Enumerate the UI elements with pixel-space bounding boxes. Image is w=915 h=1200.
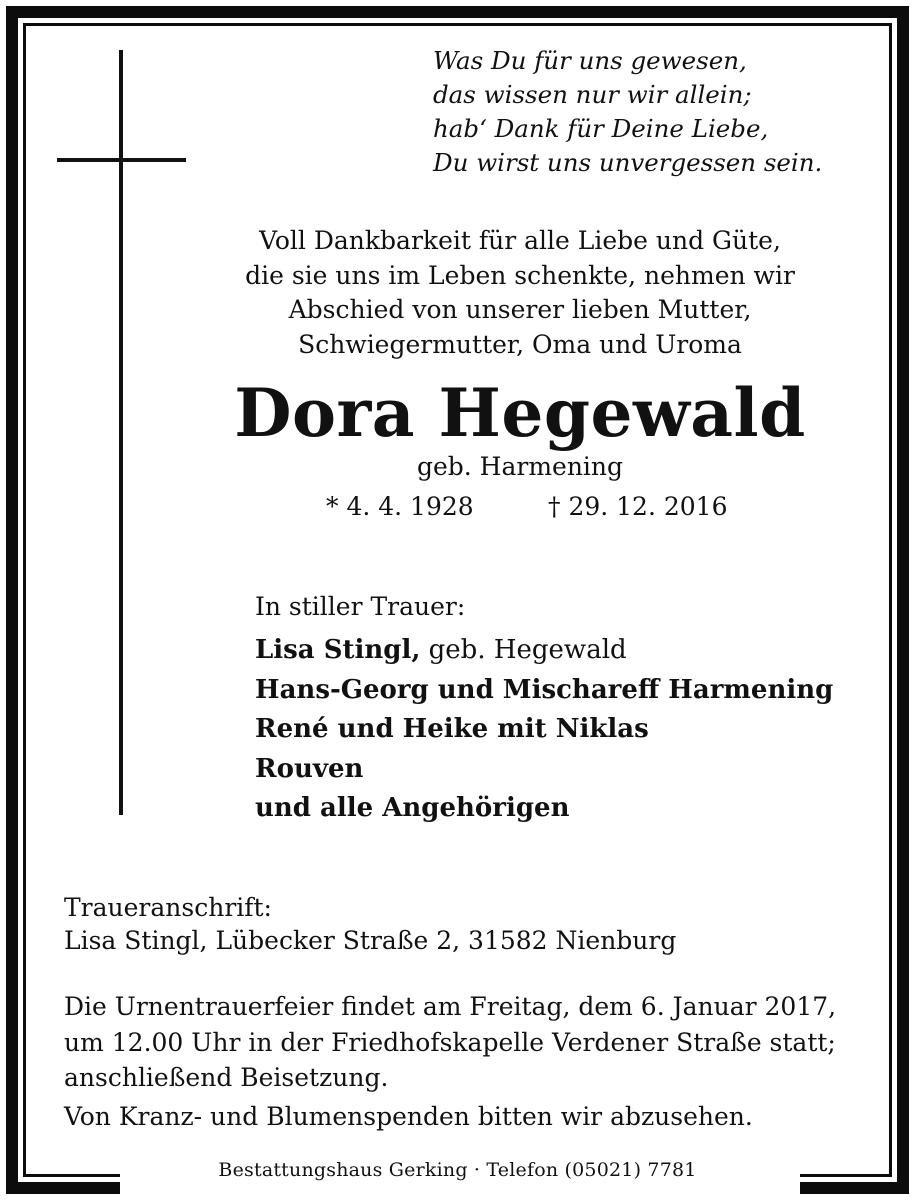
mourning-address: [64, 891, 676, 957]
cross-icon-bar: [57, 158, 186, 162]
mourner-line: [255, 631, 833, 671]
poem: [433, 44, 822, 180]
service-line: um 12.00 Uhr in der Friedhofskapelle Verdener Straße statt;: [64, 1027, 836, 1057]
poem-line: hab‘ Dank für Deine Liebe,: [433, 114, 769, 143]
intro-line: Abschied von unserer lieben Mutter,: [288, 295, 752, 324]
death-date: † 29. 12. 2016: [548, 492, 728, 521]
service-line: Die Urnentrauerfeier findet am Freitag, dem 6. Januar 2017,: [64, 992, 837, 1021]
mourner-name: Lisa Stingl,: [255, 635, 421, 665]
cross-icon: [119, 50, 123, 815]
address-label: Traueranschrift:: [64, 893, 272, 922]
poem-line: das wissen nur wir allein;: [433, 80, 752, 109]
deceased-name: Dora Hegewald: [234, 374, 806, 452]
mourner-line: [255, 710, 833, 750]
mourner-line: [255, 750, 833, 790]
poem-line: Du wirst uns unvergessen sein.: [433, 148, 823, 177]
poem-line: Was Du für uns gewesen,: [433, 46, 747, 75]
mourner-name: Hans-Georg und Mischareff Harmening: [255, 674, 834, 705]
intro-line: die sie uns im Leben schenkte, nehmen wir: [245, 260, 795, 290]
birth-date: * 4. 4. 1928: [326, 492, 474, 521]
mourner-name: Rouven: [255, 753, 364, 784]
intro-text: [140, 224, 900, 362]
maiden-name: geb. Harmening: [416, 452, 624, 481]
closing-note: Von Kranz- und Blumenspenden bitten wir abzusehen.: [64, 1102, 753, 1131]
mourner-name: und alle Angehörigen: [255, 793, 570, 823]
mourners-list: [255, 631, 833, 829]
mourner-maiden: geb. Hegewald: [420, 635, 627, 665]
service-info: [64, 989, 836, 1096]
intro-line: Schwiegermutter, Oma und Uroma: [298, 329, 742, 359]
mourners-intro: In stiller Trauer:: [255, 592, 466, 621]
intro-line: Voll Dankbarkeit für alle Liebe und Güte,: [259, 226, 781, 255]
mourner-line: [255, 671, 833, 711]
mourner-name: René und Heike mit Niklas: [255, 714, 649, 744]
funeral-home-footer: Bestattungshaus Gerking · Telefon (05021) 7781: [218, 1159, 697, 1181]
address-value: Lisa Stingl, Lübecker Straße 2, 31582 Nienburg: [64, 926, 677, 955]
mourner-line: [255, 789, 833, 829]
service-line: anschließend Beisetzung.: [64, 1063, 389, 1092]
